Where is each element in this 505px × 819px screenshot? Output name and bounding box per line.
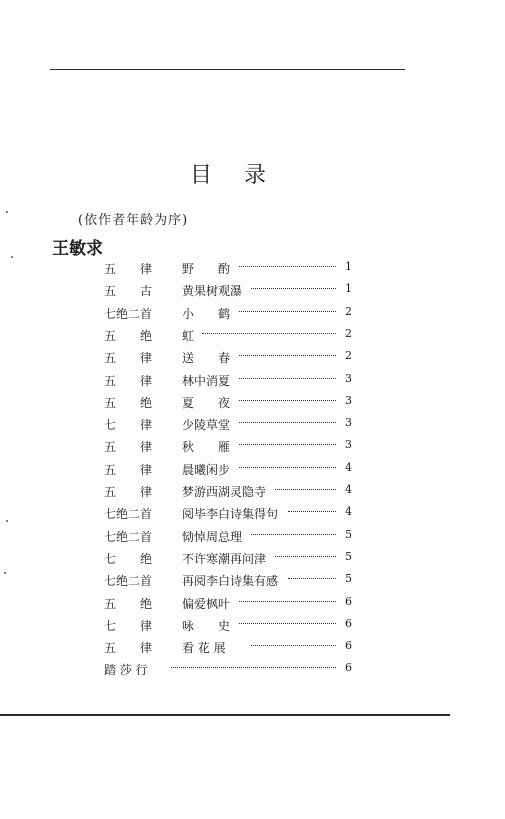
toc-entry-form: 五 律 — [104, 641, 153, 656]
toc-entry-title: 再阅李白诗集有感 — [182, 574, 279, 589]
toc-entry — [0, 572, 505, 590]
toc-entry-page: 6 — [345, 616, 352, 630]
toc-entry-title: 黄果树观瀑 — [182, 284, 243, 299]
toc-entry-page: 4 — [345, 505, 352, 519]
toc-entry — [0, 483, 505, 501]
toc-entry — [0, 305, 505, 323]
toc-entry-page: 3 — [345, 438, 352, 452]
bottom-rule — [0, 714, 450, 716]
toc-entry-leader — [251, 534, 336, 535]
toc-entry-leader — [239, 601, 336, 602]
page-title — [190, 158, 270, 186]
toc-entry — [0, 461, 505, 479]
toc-entry-page: 6 — [345, 661, 352, 675]
toc-entry-title: 少陵草堂 — [182, 418, 231, 433]
toc-entry-form: 五 律 — [104, 262, 153, 276]
toc-entry-leader — [239, 400, 336, 401]
toc-entry — [0, 327, 505, 345]
toc-entry-leader — [202, 333, 336, 334]
toc-entry — [0, 528, 505, 546]
toc-entry-page: 1 — [345, 282, 352, 296]
toc-entry-leader — [251, 645, 336, 646]
scan-speck — [11, 256, 13, 258]
toc-entry-title: 林中消夏 — [182, 373, 231, 388]
toc-entry-title: 阅毕李白诗集得句 — [182, 507, 279, 522]
toc-entry-form: 五 律 — [104, 462, 153, 477]
toc-entry-leader — [288, 578, 336, 579]
toc-entry-leader — [288, 511, 336, 512]
toc-entry — [0, 372, 505, 390]
scan-speck — [6, 211, 8, 213]
toc-entry-page: 5 — [345, 527, 352, 541]
toc-entry-page: 6 — [345, 594, 352, 608]
toc-entry — [0, 550, 505, 568]
toc-entry-title: 野 酌 — [182, 262, 231, 276]
toc-entry-title: 晨曦闲步 — [182, 462, 231, 477]
toc-entry-leader — [239, 311, 336, 312]
toc-entry-form: 踏 莎 行 — [104, 663, 148, 678]
toc-entry-form: 七绝二首 — [104, 574, 153, 589]
toc-entry-form: 七绝二首 — [104, 507, 153, 522]
toc-entry — [0, 617, 505, 635]
toc-entry-form: 五 绝 — [104, 596, 153, 611]
toc-entry-title: 小 鹤 — [182, 306, 231, 321]
toc-entry — [0, 595, 505, 613]
toc-entry-title: 看 花 展 — [182, 641, 226, 656]
toc-entry — [0, 260, 505, 278]
toc-entry — [0, 349, 505, 367]
toc-entry-leader — [239, 378, 336, 379]
toc-entry-form: 七 律 — [104, 618, 153, 633]
title-char-2: 录 — [244, 163, 267, 188]
toc-entry-leader — [239, 422, 336, 423]
toc-entry-leader — [239, 623, 336, 624]
toc-entry-page: 2 — [345, 304, 352, 318]
top-rule — [50, 69, 405, 70]
toc-entry-title: 恸悼周总理 — [182, 529, 243, 544]
toc-entry-form: 五 绝 — [104, 328, 153, 343]
toc-entry-page: 3 — [345, 416, 352, 430]
toc-entry-title: 梦游西湖灵隐寺 — [182, 485, 267, 499]
toc-entry-page: 6 — [345, 639, 352, 653]
toc-entry-leader — [275, 556, 336, 557]
toc-entry — [0, 394, 505, 412]
toc-entry — [0, 661, 505, 679]
toc-entry — [0, 639, 505, 657]
toc-entry — [0, 282, 505, 300]
toc-entry — [0, 416, 505, 434]
toc-entry-title: 虹 — [182, 328, 195, 343]
toc-entry-leader — [239, 467, 336, 468]
toc-entry-page: 3 — [345, 371, 352, 385]
toc-entry-form: 七绝二首 — [104, 306, 153, 321]
title-char-1: 目 — [190, 163, 213, 188]
author-name: 王敏求 — [52, 239, 103, 259]
toc-entry-page: 4 — [345, 460, 352, 474]
toc-entry-leader — [239, 355, 336, 356]
toc-entry-page: 3 — [345, 393, 352, 407]
toc-entry-page: 2 — [345, 349, 352, 363]
toc-entry-leader — [251, 288, 336, 289]
toc-entry-page: 5 — [345, 572, 352, 586]
toc-entry-page: 1 — [345, 260, 352, 273]
toc-entry-title: 夏 夜 — [182, 395, 231, 410]
ordering-note: (依作者年龄为序) — [78, 213, 189, 228]
toc-entry-form: 七绝二首 — [104, 529, 153, 544]
toc-entry-leader — [275, 489, 336, 490]
toc-entry-page: 4 — [345, 483, 352, 496]
toc-entry-form: 五 古 — [104, 284, 153, 299]
toc-entry-form: 七 绝 — [104, 551, 153, 566]
toc-entry — [0, 438, 505, 456]
toc-entry-form: 七 律 — [104, 418, 153, 433]
toc-entry-title: 咏 史 — [182, 618, 231, 633]
toc-entry-title: 送 春 — [182, 351, 231, 366]
toc-entry-form: 五 律 — [104, 485, 153, 499]
toc-entry-form: 五 律 — [104, 351, 153, 366]
toc-entry-leader — [239, 266, 336, 267]
toc-entry-title: 偏爱枫叶 — [182, 596, 231, 611]
toc-entry-form: 五 绝 — [104, 395, 153, 410]
scan-speck — [6, 520, 8, 522]
toc-entry-leader — [171, 667, 336, 668]
toc-entry-title: 不许寒潮再问津 — [182, 551, 267, 566]
toc-entry-page: 2 — [345, 326, 352, 340]
scan-speck — [4, 572, 6, 574]
toc-entry — [0, 505, 505, 523]
toc-entry-title: 秋 雁 — [182, 440, 231, 455]
toc-entry-form: 五 律 — [104, 373, 153, 388]
toc-entry-leader — [239, 444, 336, 445]
toc-entry-form: 五 律 — [104, 440, 153, 455]
toc-entry-page: 5 — [345, 549, 352, 563]
